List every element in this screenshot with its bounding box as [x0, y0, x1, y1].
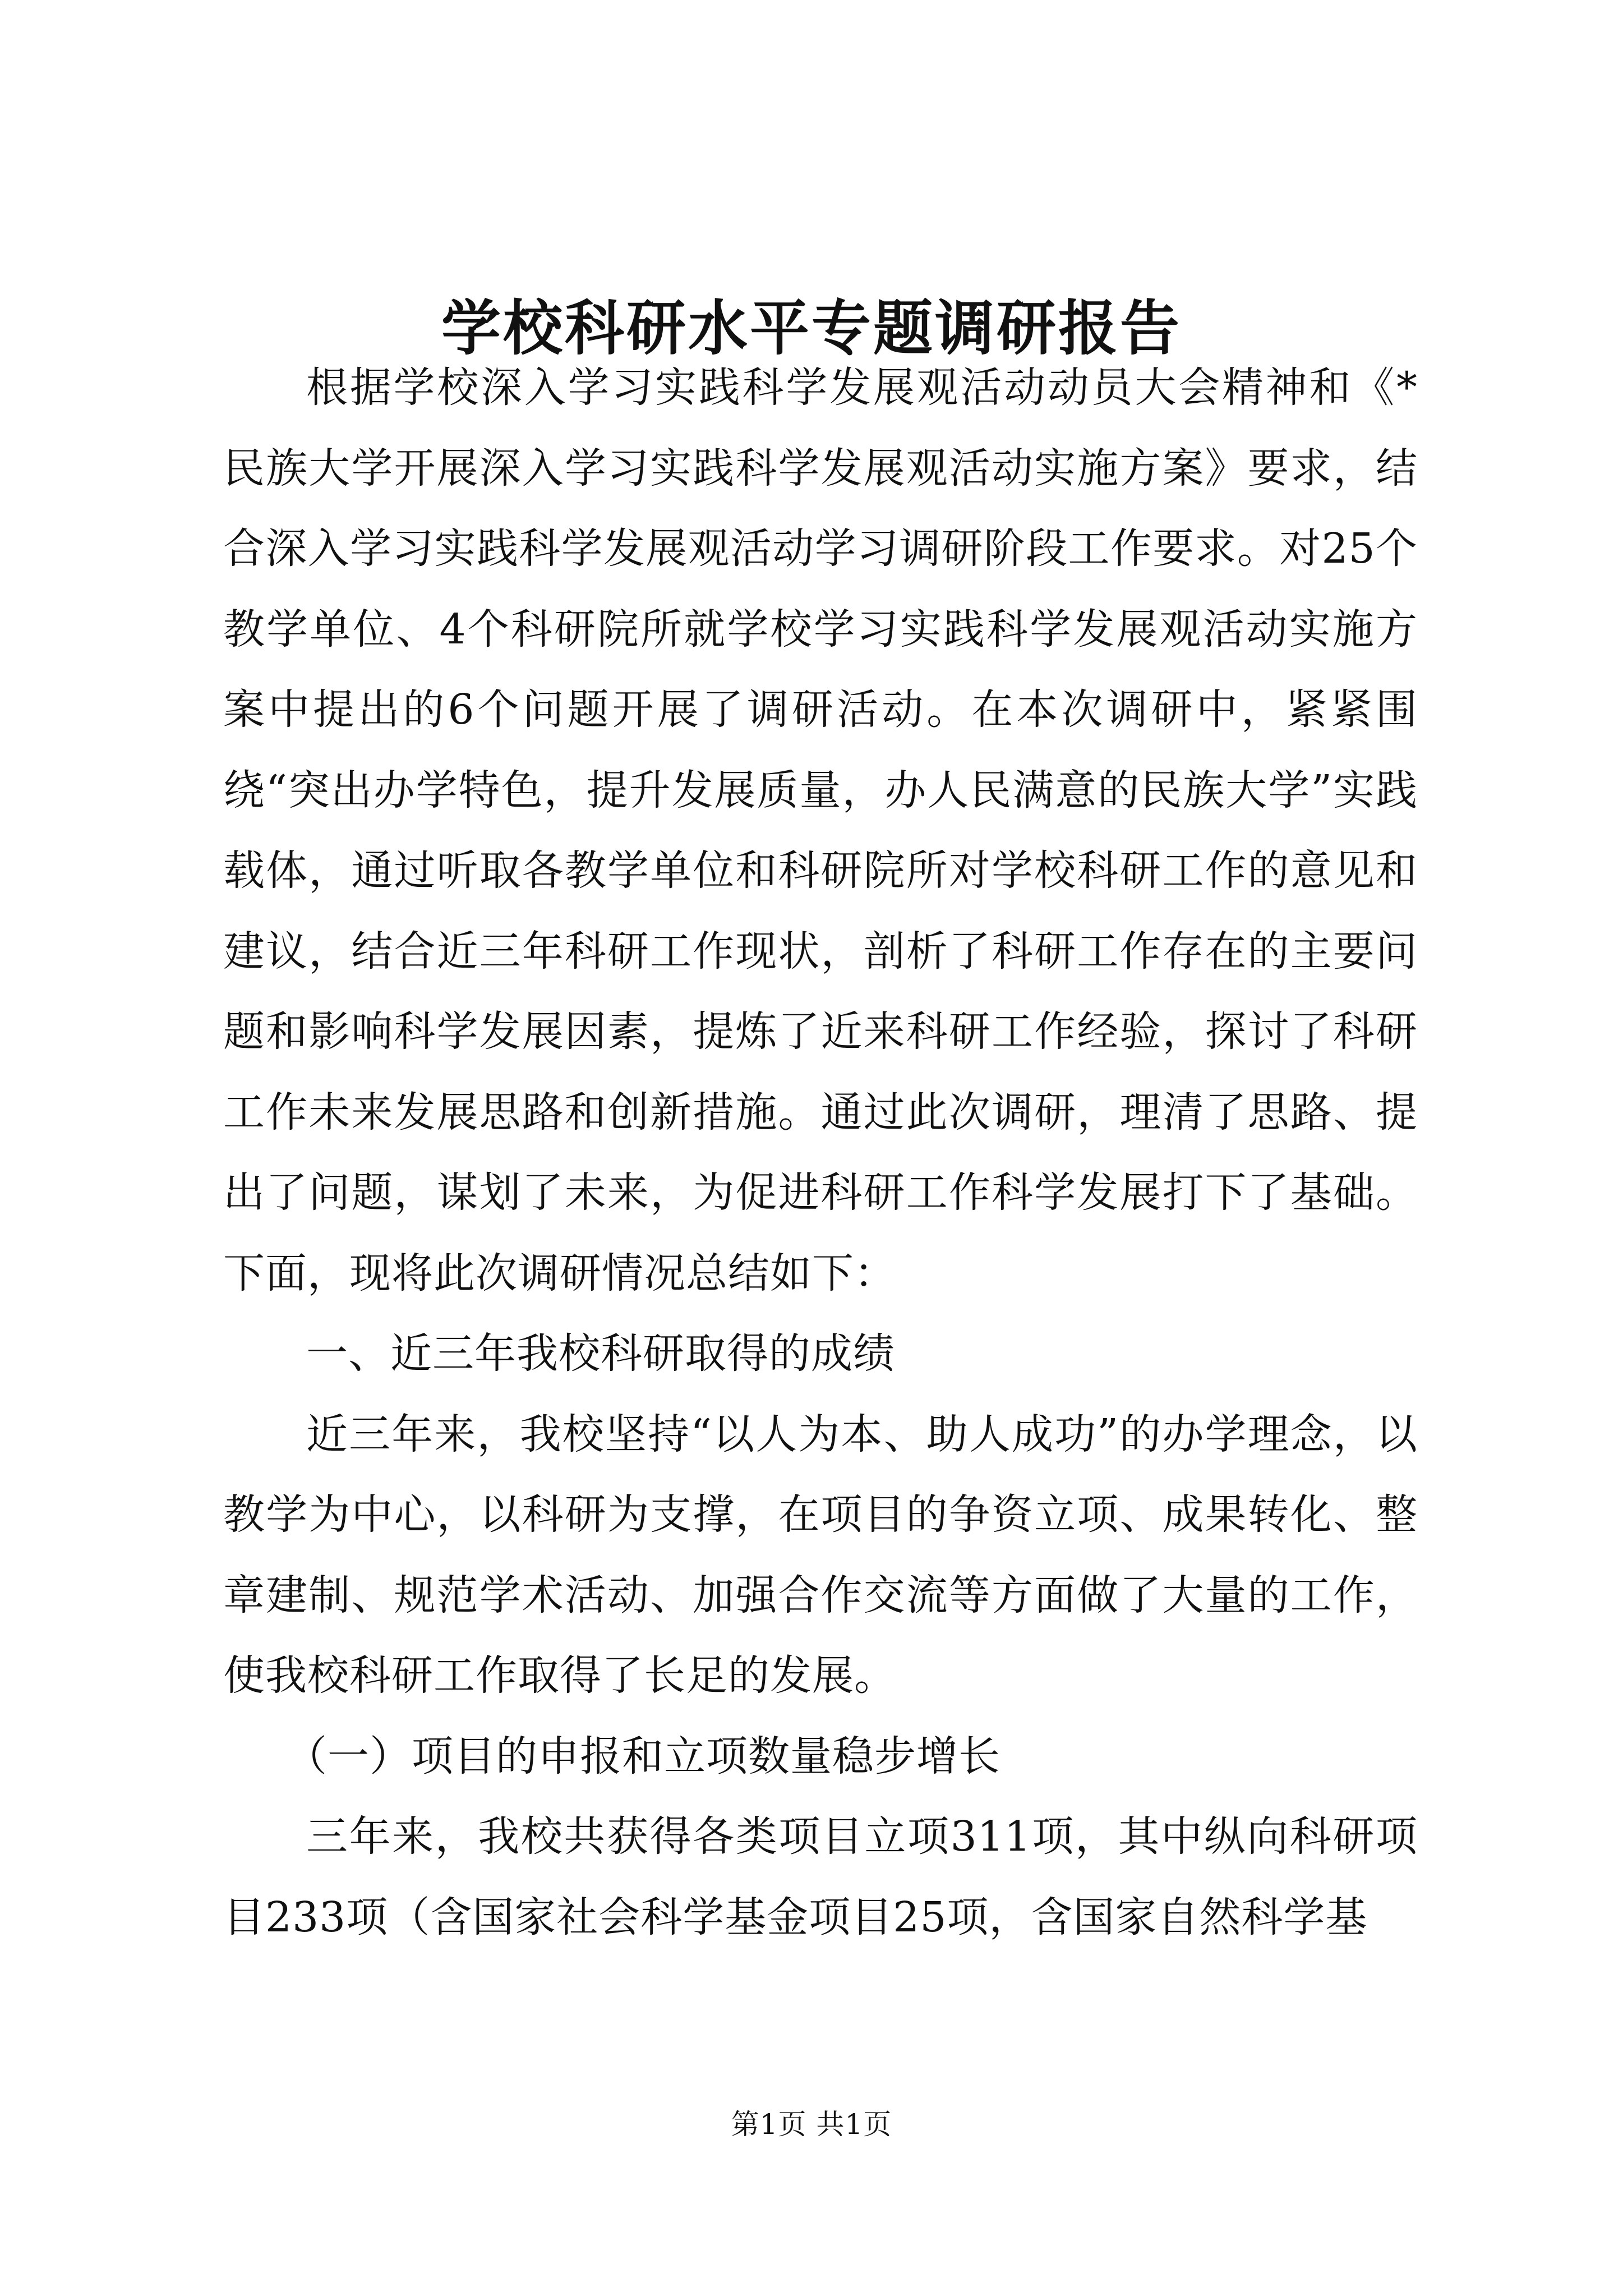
document-body — [223, 348, 1418, 1958]
intro-paragraph: 根据学校深入学习实践科学发展观活动动员大会精神和《*民族大学开展深入学习实践科学发展观活动实施方案》要求，结合深入学习实践科学发展观活动学习调研阶段工作要求。对25个教学单位、4个科研院所就学校学习实践科学发展观活动实施方案中提出的6个问题开展了调研活动。在本次调研中，紧紧围绕“突出办学特色，提升发展质量，办人民满意的民族大学”实践载体，通过听取各教学单位和科研院所对学校科研工作的意见和建议，结合近三年科研工作现状，剖析了科研工作存在的主要问题和影响科学发展因素，提炼了近来科研工作经验，探讨了科研工作未来发展思路和创新措施。通过此次调研，理清了思路、提出了问题，谋划了未来，为促进科研工作科学发展打下了基础。下面，现将此次调研情况总结如下： — [223, 364, 1418, 1297]
section-1-paragraph: 近三年来，我校坚持“以人为本、助人成功”的办学理念，以教学为中心，以科研为支撑，在项目的争资立项、成果转化、整章建制、规范学术活动、加强合作交流等方面做了大量的工作，使我校科研工作取得了长足的发展。 — [223, 1410, 1418, 1700]
page-footer: 第1页 共1页 — [731, 2108, 892, 2141]
document-title: 学校科研水平专题调研报告 — [441, 293, 1182, 363]
subsection-1-paragraph: 三年来，我校共获得各类项目立项311项，其中纵向科研项目233项（含国家社会科学基金项目25项，含国家自然科学基 — [223, 1812, 1418, 1941]
subsection-heading-1: （一）项目的申报和立项数量稳步增长 — [285, 1732, 1000, 1780]
section-heading-1: 一、近三年我校科研取得的成绩 — [306, 1329, 895, 1378]
